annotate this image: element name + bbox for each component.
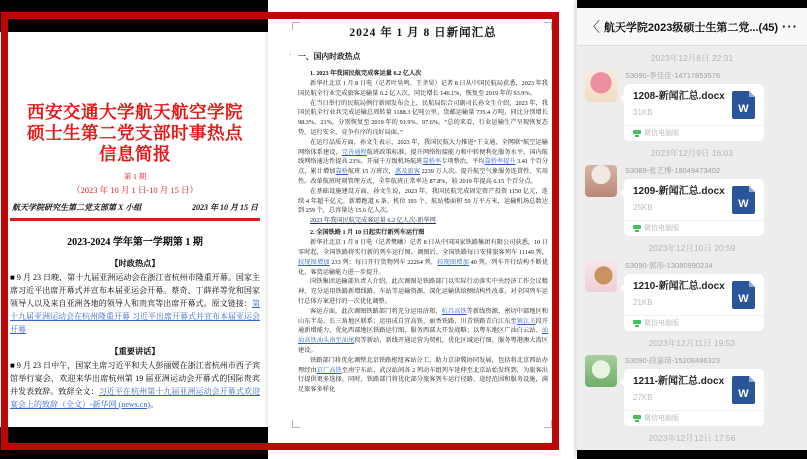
letterbox-bar-top (0, 0, 270, 32)
word-file-icon (732, 186, 755, 214)
chat-message (577, 260, 807, 331)
bulletin-section2-heading: 【重要讲话】 (110, 346, 160, 356)
bulletin-period: （2023 年 10 月 1 日-10 月 15 日） (71, 185, 199, 195)
file-message-card[interactable] (624, 179, 764, 236)
wechat-pc-icon (633, 130, 641, 137)
bulletin-title-line3: 信息简报 (99, 144, 171, 164)
file-message-card[interactable] (624, 84, 764, 141)
sender-name: S3090-李佳佳-14717853578 (625, 71, 721, 80)
news-paragraph: 在当日举行的民航局例行新闻发布会上，民航局综合司副司长孙文生介绍，2023 年，我国民航全行业共完成运输总周转量 1188.3 亿吨公里、货邮运输量 735.4 万吨，同比分别增长 98.3%、21%，分别恢复至 2019 年的 91.9%、97.6%。“总的来看，行业运输生产呈现恢复态势，运行安全、竞争有序的良好局面。” (298, 99, 548, 136)
avatar[interactable] (585, 70, 617, 102)
news-paragraph: 在基础设施建设方面，孙文生说，2023 年，我国民航完成固定资产投资 1150 亿元，连续 4 年超千亿元。新增跑道 6 条、机位 193 个、航站楼面积 59 万平方米，运输机场总数达到 259 个，总容量达 15.6 亿人次。 (298, 187, 548, 215)
bulletin-section2-body[interactable]: ■ 9 月 23 日中午，国家主席习近平和夫人彭丽媛在浙江省杭州市西子宾馆举行宴会，欢迎来华出席杭州第 19 届亚洲运动会开幕式的国际贵宾并发表致辞。致辞全文：习近平在杭州第十九届亚洲运动会开幕式欢迎宴会上的致辞（全文）-新华网 (news.cn)。 (10, 360, 260, 409)
file-size: 27KB (633, 393, 653, 402)
file-message-card[interactable] (624, 274, 764, 331)
sender-name: S3090-段嘉琦-15208486323 (625, 356, 721, 365)
news-section-heading-text: 一、国内时政热点 (298, 52, 361, 61)
news-paragraph: 客运方面，此次调图铁路部门将充分运用济郑、杭昌高铁等新线资源，密切中部地区和山东半岛、长三角地区联系；运用成自宜高铁、丽香铁路、川青铁路青白江东至镇江关段开通新增能力，优化西部地区铁路运行图，服务西部大开发战略；以粤东地区广汕白云站、汕汕高铁汕头南至汕尾段等新站、新线开通运营为契机，优化区域运行图，服务粤港澳大湾区建设。 (298, 307, 549, 354)
news-summary-document-page (268, 0, 574, 459)
word-file-icon (732, 91, 755, 119)
back-icon[interactable]: 〈 (586, 18, 600, 35)
wechat-pc-icon (633, 415, 641, 422)
chat-message (577, 355, 807, 426)
chat-message (577, 165, 807, 236)
news-source-link[interactable]: 2023 年我国民航完成客运量 6.2 亿人次-新华网 (310, 217, 436, 225)
red-divider-rule (10, 218, 260, 221)
wechat-header (577, 8, 807, 46)
bulletin-title-line1: 西安交通大学航天航空学院 (27, 102, 243, 122)
chat-date-stamp: 2023年12月9日 16:03 (650, 148, 734, 158)
word-icon-letter: W (738, 198, 749, 210)
page-margin-mark (292, 420, 300, 428)
news-paragraph: 铁路部门将优化调整北京铁路枢纽客站分工，助力京津冀协同发展，包括将北京西站办理经由京广高铁至南宁东站、武汉站间各 2 列动车组列车延伸至北京站始发终到，为旅客出行提供更多选择。同时，铁路部门将优化部分旅客列车运行径路、途经范围和服务设施，满足旅客多样化 (298, 356, 548, 394)
bulletin-byline-date: 2023 年 10 月 15 日 (192, 203, 258, 212)
file-name: 1208-新闻汇总.docx (633, 91, 725, 102)
word-file-icon (732, 376, 755, 404)
letterbox-bar-bottom (0, 427, 270, 459)
chat-date-stamp: 2023年12月12日 17:56 (648, 433, 736, 443)
bulletin-title-line2: 硕士生第二党支部时事热点 (27, 123, 243, 143)
news-paragraph: 国铁集团运输部负责人介绍，此次调图是铁路部门以实际行动落实中央经济工作会议精神，充分运用铁路新增线路、车站等运输资源，深化运输供给侧结构性改革，对全国列车运行总体方案进行的一次优化调整。 (298, 278, 548, 305)
file-source-label: 微信电脑版 (644, 415, 679, 422)
avatar[interactable] (585, 165, 617, 197)
bulletin-volume-title: 2023-2024 学年第一学期第 1 期 (67, 236, 203, 248)
file-name: 1210-新闻汇总.docx (633, 281, 725, 292)
file-name: 1209-新闻汇总.docx (633, 186, 725, 197)
bulletin-section1-heading: 【时政热点】 (110, 258, 160, 268)
file-size: 31KB (633, 108, 653, 117)
wechat-pc-icon (633, 320, 641, 327)
word-file-icon (732, 281, 755, 309)
avatar[interactable] (585, 355, 617, 387)
news-paragraph: 新华社北京 1 月 8 日电（记者叶昊鸣、王聿昊）记者 8 日从中国民航局获悉，2023 年我国民航全行业完成旅客运输量 6.2 亿人次，同比增长 146.1%，恢复至 2019 年的 93.9%。 (298, 80, 548, 97)
chat-date-stamp: 2023年12月8日 22:31 (650, 53, 734, 63)
chat-message-list (577, 46, 807, 450)
wechat-pc-icon (633, 225, 641, 232)
sender-name: S3089-张艺博-18049473402 (625, 166, 721, 175)
file-size: 21KB (633, 298, 653, 307)
bulletin-byline-org: 航天学院研究生第二党支部第 X 小组 (12, 203, 142, 212)
file-name: 1211-新闻汇总.docx (633, 376, 725, 387)
chat-date-stamp: 2023年12月11日 19:53 (648, 338, 736, 348)
chat-group-title: 航天学院2023级硕士生第二党...(45) (603, 21, 779, 34)
news-section-heading (289, 50, 548, 62)
bulletin-title (10, 102, 260, 165)
bulletin-issue-number: 第 1 期 (123, 172, 147, 181)
letterbox-bar-top (577, 0, 807, 8)
news-paragraph: 新华社北京 1 月 8 日电（记者樊曦）记者 8 日从中国国家铁路集团有限公司获悉，10 日零时起，全国铁路将实行新的列车运行图。调图后，全国铁路每日安排旅客列车 11149 列，较现图增加 233 列；每日开行货物列车 22264 列，较现图增加 40 列，列车开行结构不断优化，客货运输能力进一步提升。 (298, 239, 549, 276)
more-icon[interactable]: ··· (782, 19, 798, 34)
avatar[interactable] (585, 260, 617, 292)
file-source-label: 微信电脑版 (644, 320, 679, 327)
list-bullet: · (289, 50, 292, 59)
bulletin-document-page (0, 0, 270, 459)
word-icon-letter: W (738, 103, 749, 115)
news-paragraph: 在运行品质方面，孙文生表示，2023 年，我国民航大力推进“干支通、全网联”航空运输网络体系建设，完善通程航班政策标准，提升网络衔接能力和中转便利化服务水平，国内航线网络通达性提高 23%。开展千万级机场航班靠桥率专项整治，平均靠桥率提升 3.41 个百分点，累计增加靠桥航班 15 万班次，惠及旅客 2239 万人次。提升航空气象服务连贯性、实用性。改革航班时刻管理方式，全年航班正常率达 87.8%，较 2019 年提高 6.15 个百分点。 (298, 138, 549, 185)
wechat-chat-panel (577, 0, 807, 459)
sender-name: S3090-郭彤-13080990234 (625, 261, 713, 270)
letterbox-bar-bottom (577, 450, 807, 459)
file-size: 25KB (633, 203, 653, 212)
chat-message (577, 70, 807, 141)
page-margin-mark (544, 420, 552, 428)
file-source-label: 微信电脑版 (644, 130, 679, 137)
word-icon-letter: W (738, 388, 749, 400)
chat-date-stamp: 2023年12月10日 20:59 (648, 243, 736, 253)
file-source-label: 微信电脑版 (644, 225, 679, 232)
news-item2-heading: 2. 全国铁路 1 月 10 日起实行新列车运行图 (310, 229, 425, 237)
word-icon-letter: W (738, 293, 749, 305)
news-item1-heading: 1. 2023 年我国民航完成客运量 6.2 亿人次 (310, 70, 422, 77)
file-message-card[interactable] (624, 369, 764, 426)
bulletin-section1-body[interactable]: ■ 9 月 23 日晚，第十九届亚洲运动会在浙江省杭州市隆重开幕。国家主席习近平出席开幕式并宣布本届亚运会开幕。蔡奇、丁薛祥等党和国家领导人以及来自亚洲各地的领导人和贵宾等出席开幕式。原文链接：第十九届亚洲运动会在杭州隆重开幕 习近平出席开幕式并宣布本届亚运会开幕 (10, 272, 260, 334)
news-summary-title: 2024 年 1 月 8 日新闻汇总 (349, 27, 497, 39)
